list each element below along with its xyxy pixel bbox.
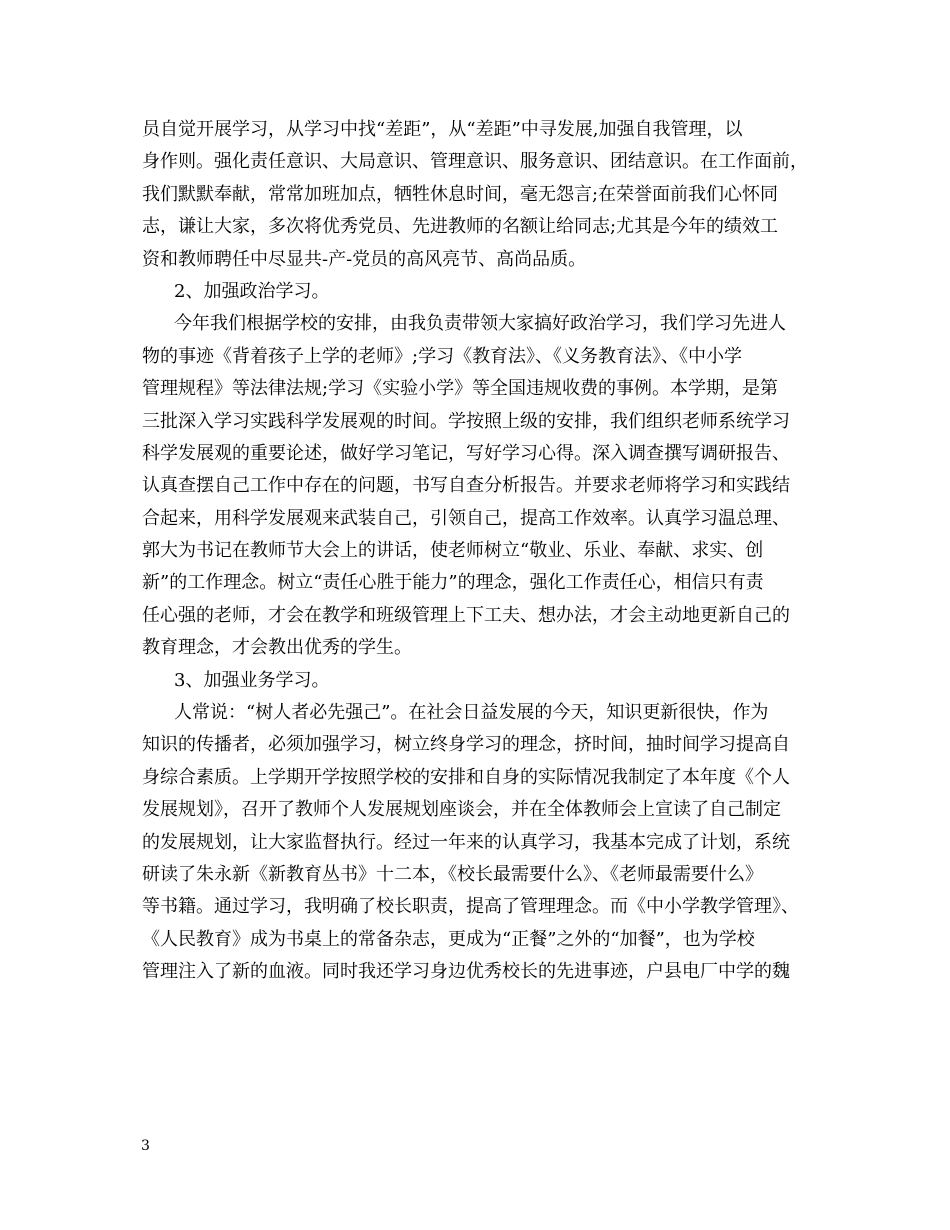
- text-line: 管理规程》等法律法规;学习《实验小学》等全国违规收费的事例。本学期，是第: [142, 378, 779, 400]
- text-line: 我们默默奉献，常常加班加点，牺牲休息时间，毫无怨言;在荣誉面前我们心怀同: [142, 183, 779, 205]
- text-line: 物的事迹《背着孩子上学的老师》;学习《教育法》、《义务教育法》、《中小学: [142, 345, 743, 367]
- text-line: 认真查摆自己工作中存在的问题，书写自查分析报告。并要求老师将学习和实践结: [142, 475, 790, 497]
- text-line: 任心强的老师，才会在教学和班级管理上下工夫、想办法，才会主动地更新自己的: [142, 604, 790, 626]
- text-line: 管理注入了新的血液。同时我还学习身边优秀校长的先进事迹，户县电厂中学的魏: [142, 961, 790, 983]
- text-line: 发展规划》，召开了教师个人发展规划座谈会，并在全体教师会上宣读了自己制定: [142, 799, 781, 821]
- text-line: 新”的工作理念。树立“责任心胜于能力”的理念，强化工作责任心，相信只有责: [142, 572, 764, 594]
- text-line: 身作则。强化责任意识、大局意识、管理意识、服务意识、团结意识。在工作面前，: [142, 151, 808, 173]
- text-line: 三批深入学习实践科学发展观的时间。学按照上级的安排，我们组织老师系统学习: [142, 410, 790, 432]
- text-line: 科学发展观的重要论述，做好学习笔记，写好学习心得。深入调查撰写调研报告、: [142, 442, 790, 464]
- page-number: 3: [141, 1138, 150, 1154]
- text-line: 教育理念，才会教出优秀的学生。: [142, 637, 412, 659]
- text-line: 资和教师聘任中尽显共-产-党员的高风亮节、高尚品质。: [142, 248, 587, 270]
- text-line: 身综合素质。上学期开学按照学校的安排和自身的实际情况我制定了本年度《个人: [142, 766, 790, 788]
- document-body: [142, 114, 822, 989]
- text-line: 的发展规划，让大家监督执行。经过一年来的认真学习，我基本完成了计划，系统: [142, 831, 790, 853]
- text-line: 员自觉开展学习，从学习中找“差距”，从“差距”中寻发展,加强自我管理，以: [142, 119, 743, 140]
- text-line: 合起来，用科学发展观来武装自己，引领自己，提高工作效率。认真学习温总理、: [142, 507, 790, 529]
- text-line: 志，谦让大家，多次将优秀党员、先进教师的名额让给同志;尤其是今年的绩效工: [142, 216, 779, 238]
- text-line: 人常说：“树人者必先强己”。在社会日益发展的今天，知识更新很快，作为: [174, 702, 769, 724]
- text-line: 郭大为书记在教师节大会上的讲话，使老师树立“敬业、乐业、奉献、求实、创: [142, 540, 764, 562]
- text-line: 研读了朱永新《新教育丛书》十二本，《校长最需要什么》、《老师最需要什么》: [142, 863, 763, 885]
- section-heading: 3、加强业务学习。: [174, 669, 330, 691]
- text-line: 等书籍。通过学习，我明确了校长职责，提高了管理理念。而《中小学教学管理》、: [142, 896, 799, 918]
- text-line: 今年我们根据学校的安排，由我负责带领大家搞好政治学习，我们学习先进人: [174, 313, 786, 335]
- text-line: 知识的传播者，必须加强学习，树立终身学习的理念，挤时间，抽时间学习提高自: [142, 734, 790, 756]
- text-line: 《人民教育》成为书桌上的常备杂志，更成为“正餐”之外的“加餐”，也为学校: [142, 928, 755, 950]
- section-heading: 2、加强政治学习。: [174, 280, 330, 302]
